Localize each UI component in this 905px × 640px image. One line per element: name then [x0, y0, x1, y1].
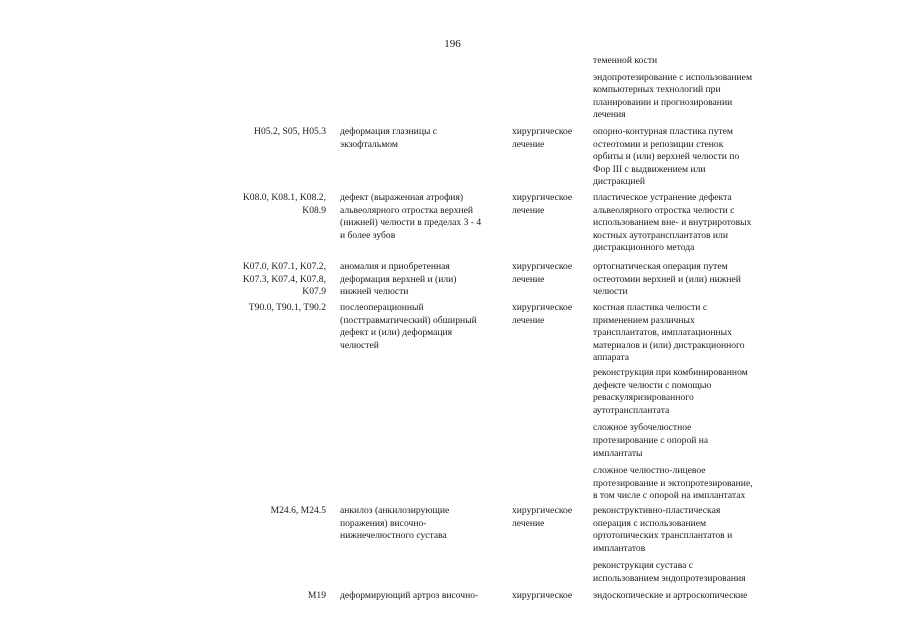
method-cell	[593, 590, 785, 603]
method-line: планировании и прогнозировании	[593, 96, 733, 108]
treatment-type-cell	[512, 261, 586, 286]
method-item	[593, 55, 785, 68]
diagnosis-line: нижней челюсти	[340, 286, 409, 298]
code-cell	[226, 192, 326, 217]
method-line: теменной кости	[593, 55, 658, 66]
code-cell	[226, 261, 326, 299]
method-cell	[593, 505, 785, 586]
method-item	[593, 126, 785, 189]
treatment-line: лечение	[512, 204, 545, 216]
diagnosis-line: дефект (выраженная атрофия)	[340, 192, 464, 203]
method-line: аутотрансплантата	[593, 404, 670, 416]
treatment-line: хирургическое	[512, 590, 573, 601]
code-cell	[226, 126, 326, 139]
method-line: протезирование и эктопротезирование,	[593, 477, 753, 489]
method-cell	[593, 55, 785, 122]
method-line: компьютерных технологий при	[593, 84, 721, 96]
method-line: реконструкция сустава с	[593, 560, 694, 572]
method-cell	[593, 126, 785, 189]
method-line: использованием вне- и внутриротовых	[593, 217, 752, 229]
method-line: ортотопических трансплантатов и	[593, 530, 733, 542]
method-item	[593, 422, 785, 460]
treatment-type-cell	[512, 505, 586, 530]
diagnosis-line: нижнечелюстного сустава	[340, 530, 447, 542]
method-line: пластическое устранение дефекта	[593, 192, 732, 203]
page-number: 196	[444, 38, 461, 50]
method-cell	[593, 192, 785, 255]
diagnosis-line: дефект и (или) деформация	[340, 327, 453, 339]
method-line: эндопротезирование с использованием	[593, 71, 753, 83]
diagnosis-line: (нижней) челюсти в пределах 3 - 4	[340, 217, 482, 229]
diagnosis-cell	[340, 192, 500, 242]
code-line: K07.3, K07.4, K07.8,	[242, 273, 326, 285]
code-line: K07.0, K07.1, K07.2,	[242, 261, 326, 272]
diagnosis-cell	[340, 590, 500, 603]
method-line: орбиты и (или) верхней челюсти по	[593, 151, 740, 163]
method-line: дистракционного метода	[593, 242, 695, 254]
method-line: аппарата	[593, 352, 630, 364]
method-line: костная пластика челюсти с	[593, 302, 708, 313]
method-line: Фор III с выдвижением или	[593, 163, 706, 175]
diagnosis-line: послеоперационный	[340, 302, 424, 313]
treatment-line: хирургическое	[512, 261, 573, 272]
method-cell	[593, 261, 785, 299]
code-line: K07.9	[302, 286, 326, 298]
method-line: костных аутотрансплантатов или	[593, 229, 728, 241]
method-item	[593, 302, 785, 365]
treatment-line: лечение	[512, 517, 545, 529]
code-line: H05.2, S05, H05.3	[254, 126, 326, 137]
method-line: дефекте челюсти с помощью	[593, 379, 712, 391]
treatment-type-cell	[512, 590, 586, 603]
treatment-line: хирургическое	[512, 302, 573, 313]
diagnosis-line: (посттравматический) обширный	[340, 314, 477, 326]
code-line: K08.9	[302, 204, 326, 216]
treatment-line: лечение	[512, 314, 545, 326]
method-line: реконструкция при комбинированном	[593, 366, 748, 378]
diagnosis-line: аномалия и приобретенная	[340, 261, 450, 272]
method-line: протезирование с опорой на	[593, 434, 709, 446]
code-line: T90.0, T90.1, T90.2	[248, 302, 326, 313]
method-line: имплантатов	[593, 542, 646, 554]
method-item	[593, 367, 785, 417]
treatment-line: лечение	[512, 273, 545, 285]
diagnosis-cell	[340, 302, 500, 352]
diagnosis-line: альвеолярного отростка верхней	[340, 204, 474, 216]
diagnosis-line: деформация верхней и (или)	[340, 273, 457, 285]
method-cell	[593, 302, 785, 503]
code-cell	[226, 590, 326, 603]
code-line: M19	[307, 590, 326, 601]
method-item	[593, 590, 785, 603]
method-line: челюсти	[593, 286, 628, 298]
treatment-line: хирургическое	[512, 192, 573, 203]
code-cell	[226, 505, 326, 518]
diagnosis-line: экзофтальмом	[340, 138, 398, 150]
code-line: M24.6, M24.5	[270, 505, 326, 516]
treatment-line: хирургическое	[512, 126, 573, 137]
method-item	[593, 560, 785, 585]
method-line: дистракцией	[593, 176, 645, 188]
diagnosis-cell	[340, 261, 500, 299]
method-line: имплантаты	[593, 447, 643, 459]
treatment-line: лечение	[512, 138, 545, 150]
diagnosis-line: анкилоз (анкилозирующие	[340, 505, 450, 516]
method-line: ортогнатическая операция путем	[593, 261, 728, 272]
method-line: эндоскопические и артроскопические	[593, 590, 748, 601]
method-line: опорно-контурная пластика путем	[593, 126, 734, 137]
method-line: альвеолярного отростка челюсти с	[593, 204, 735, 216]
method-item	[593, 261, 785, 299]
method-item	[593, 505, 785, 555]
method-line: остеотомии верхней и (или) нижней	[593, 273, 741, 285]
method-line: в том числе с опорой на имплантатах	[593, 490, 746, 502]
diagnosis-cell	[340, 126, 500, 151]
method-line: материалов и (или) дистракционного	[593, 339, 745, 351]
treatment-line: хирургическое	[512, 505, 573, 516]
method-line: лечения	[593, 109, 626, 121]
code-line: K08.0, K08.1, K08.2,	[242, 192, 326, 203]
method-item	[593, 72, 785, 122]
diagnosis-line: деформация глазницы с	[340, 126, 438, 137]
method-line: остеотомии и репозиции стенок	[593, 138, 724, 150]
treatment-type-cell	[512, 302, 586, 327]
diagnosis-line: деформирующий артроз височно-	[340, 590, 479, 601]
method-line: сложное зубочелюстное	[593, 422, 692, 434]
treatment-type-cell	[512, 192, 586, 217]
method-line: использованием эндопротезирования	[593, 572, 746, 584]
method-line: сложное челюстно-лицевое	[593, 465, 706, 477]
method-line: трансплантатов, имплатационных	[593, 327, 732, 339]
treatment-type-cell	[512, 126, 586, 151]
code-cell	[226, 302, 326, 315]
method-item	[593, 192, 785, 255]
diagnosis-line: поражения) височно-	[340, 517, 427, 529]
diagnosis-cell	[340, 505, 500, 543]
method-line: операция с использованием	[593, 517, 707, 529]
diagnosis-line: челюстей	[340, 339, 379, 351]
method-item	[593, 465, 785, 503]
diagnosis-line: и более зубов	[340, 229, 396, 241]
method-line: реваскуляризированного	[593, 392, 694, 404]
method-line: применением различных	[593, 314, 695, 326]
method-line: реконструктивно-пластическая	[593, 505, 721, 516]
